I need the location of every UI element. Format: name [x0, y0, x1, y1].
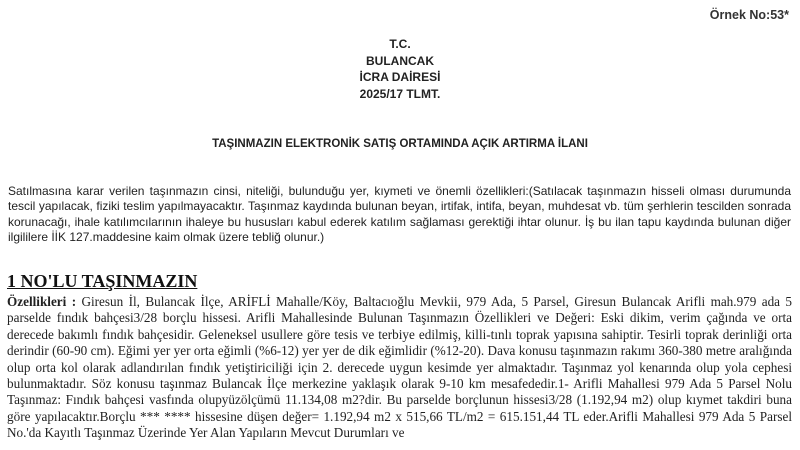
property-section-heading: 1 NO'LU TAŞINMAZIN	[7, 271, 198, 291]
header-line-city: BULANCAK	[366, 53, 434, 68]
features-text: Giresun İl, Bulancak İlçe, ARİFLİ Mahalle/Köy, Baltacıoğlu Mevkii, 979 Ada, 5 Parsel, Giresun Bulancak Arifli mah.979 ada 5 parselde fındık bahçesi3/28 borçlu hissesi. Arifli Mahallesinde Bulunan Taşınmazın Özellikleri ve Değeri: Eski dikim, verim çağında ve orta derecede bakımlı fındık bahçesidir. Geleneksel usullere göre tesis ve terbiye edilmiş, killi-tınlı toprak yapısına sahiptir. Tesirli toprak derinliği orta derindir (60-90 cm). Eğimi yer yer orta eğimli (%6-12) yer yer de dik eğimlidir (%12-20). Dava konusu taşınmazın rakımı 360-380 metre aralığında olup orta kol olarak adlandırılan fındık yetiştiriciliği için 2. derecede uygun kesimde yer almaktadır. Taşınmaz yol kenarında olup yola cephesi bulunmaktadır. Söz konusu taşınmaz Bulancak İlçe merkezine yaklaşık olarak 9-10 km mesafededir.1- Arifli Mahallesi 979 Ada 5 Parsel Nolu Taşınmaz: Fındık bahçesi vasfında olupyüzölçümü 11.134,08 m2?dir. Bu parselde borçlunun hissesi3/28 (1.192,94 m2) olup kıymet takdiri buna göre yapılacaktır.Borçlu *** **** hissesine düşen değer= 1.192,94 m2 x 515,66 TL/m2 = 615.151,44 TL eder.Arifli Mahallesi 979 Ada 5 Parsel No.'da Kayıtlı Taşınmaz Üzerinde Yer Alan Yapıların Mevcut Durumları ve	[7, 294, 792, 441]
intro-paragraph: Satılmasına karar verilen taşınmazın cinsi, niteliği, bulunduğu yer, kıymeti ve önemli özellikleri:(Satılacak taşınmazın hisseli olması durumunda tescil yapılacak, fiziki teslim yapılmayacaktır. Taşınmaz kaydında bulunan beyan, irtifak, intifa, beyan, muhdesat vb. tüm şerhlerin tescilden sonrada korunacağı, ihale katılımcılarının ihaleye bu hususları kabul ederek katılım sağlaması gerektiği ihtar olunur. İş bu ilan tapu kaydında bulunan diğer ilgililere İİK 127.maddesine kaim olmak üzere tebliğ olunur.)	[8, 184, 791, 245]
features-label: Özellikleri :	[7, 294, 77, 309]
header-line-office: İCRA DAİRESİ	[359, 70, 441, 84]
notice-title: TAŞINMAZIN ELEKTRONİK SATIŞ ORTAMINDA AÇIK ARTIRMA İLANI	[212, 138, 588, 150]
court-header	[0, 36, 800, 102]
header-line-tc: T.C.	[389, 37, 411, 51]
example-number: Örnek No:53*	[709, 8, 789, 22]
property-details	[7, 294, 792, 442]
header-line-file-number: 2025/17 TLMT.	[359, 86, 441, 101]
